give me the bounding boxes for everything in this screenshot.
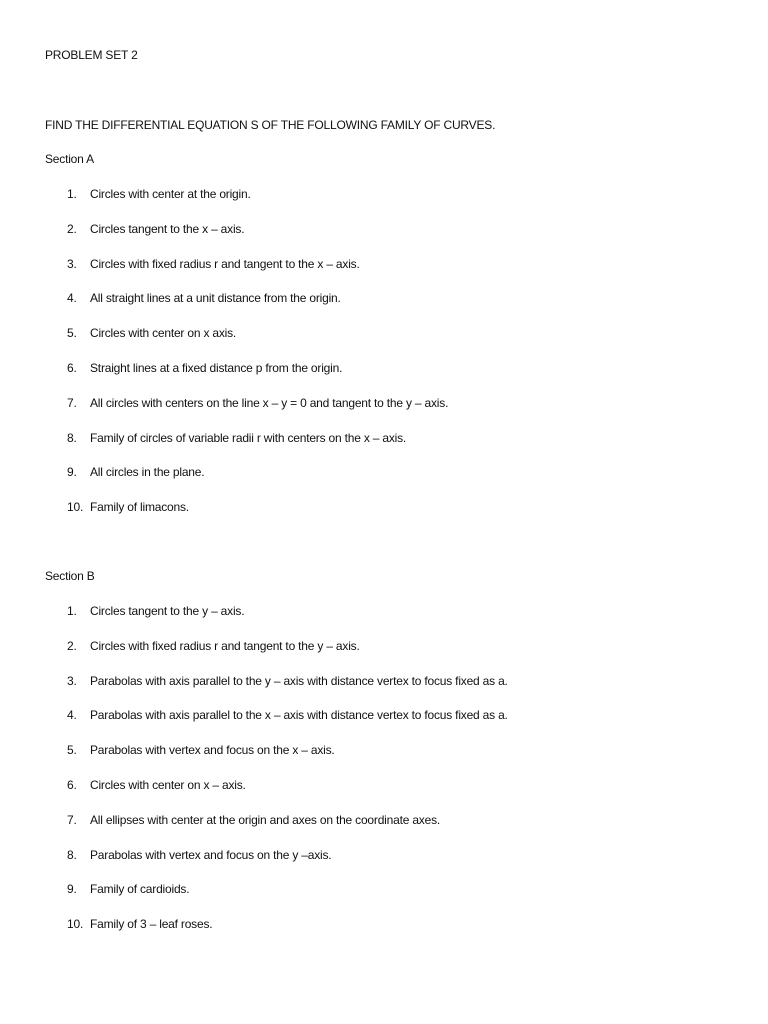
item-number: 6. <box>67 777 77 792</box>
item-number: 2. <box>67 221 77 236</box>
item-number: 4. <box>67 708 77 723</box>
item-text: Parabolas with vertex and focus on the x – axis. <box>90 743 335 758</box>
item-text: All circles in the plane. <box>90 465 205 480</box>
item-text: Straight lines at a fixed distance p from the origin. <box>90 360 343 375</box>
item-text: All straight lines at a unit distance from the origin. <box>90 291 341 306</box>
item-number: 5. <box>67 326 77 341</box>
item-text: All circles with centers on the line x – y = 0 and tangent to the y – axis. <box>90 395 449 410</box>
item-number: 5. <box>67 743 77 758</box>
item-text: Circles with center on x axis. <box>90 326 237 341</box>
item-text: Parabolas with vertex and focus on the y –axis. <box>90 847 332 862</box>
section-b-heading: Section B <box>45 569 95 583</box>
item-text: All ellipses with center at the origin and axes on the coordinate axes. <box>90 812 441 827</box>
item-number: 4. <box>67 291 77 306</box>
item-text: Family of cardioids. <box>90 882 190 897</box>
item-number: 7. <box>67 395 77 410</box>
item-text: Circles with fixed radius r and tangent to the y – axis. <box>90 638 360 653</box>
item-text: Circles with center at the origin. <box>90 187 251 201</box>
item-text: Circles tangent to the y – axis. <box>90 604 245 618</box>
instruction-text: FIND THE DIFFERENTIAL EQUATION S OF THE FOLLOWING FAMILY OF CURVES. <box>45 118 496 132</box>
item-number: 3. <box>67 256 77 271</box>
item-number: 2. <box>67 638 77 653</box>
item-text: Parabolas with axis parallel to the y – axis with distance vertex to focus fixed as a. <box>90 673 508 688</box>
item-text: Circles with fixed radius r and tangent to the x – axis. <box>90 256 360 271</box>
item-number: 3. <box>67 673 77 688</box>
item-number: 6. <box>67 360 77 375</box>
item-number: 8. <box>67 847 77 862</box>
item-number: 10. <box>67 917 84 932</box>
item-number: 9. <box>67 465 77 480</box>
item-number: 10. <box>67 500 84 515</box>
page-title: PROBLEM SET 2 <box>45 48 138 62</box>
item-number: 7. <box>67 812 77 827</box>
item-text: Parabolas with axis parallel to the x – axis with distance vertex to focus fixed as a. <box>90 708 508 723</box>
item-text: Family of limacons. <box>90 500 189 515</box>
item-number: 1. <box>67 604 77 618</box>
item-text: Family of circles of variable radii r with centers on the x – axis. <box>90 430 407 445</box>
item-text: Family of 3 – leaf roses. <box>90 917 213 932</box>
section-a-heading: Section A <box>45 152 94 166</box>
item-text: Circles with center on x – axis. <box>90 777 246 792</box>
item-number: 8. <box>67 430 77 445</box>
item-number: 9. <box>67 882 77 897</box>
item-text: Circles tangent to the x – axis. <box>90 221 245 236</box>
item-number: 1. <box>67 187 77 201</box>
